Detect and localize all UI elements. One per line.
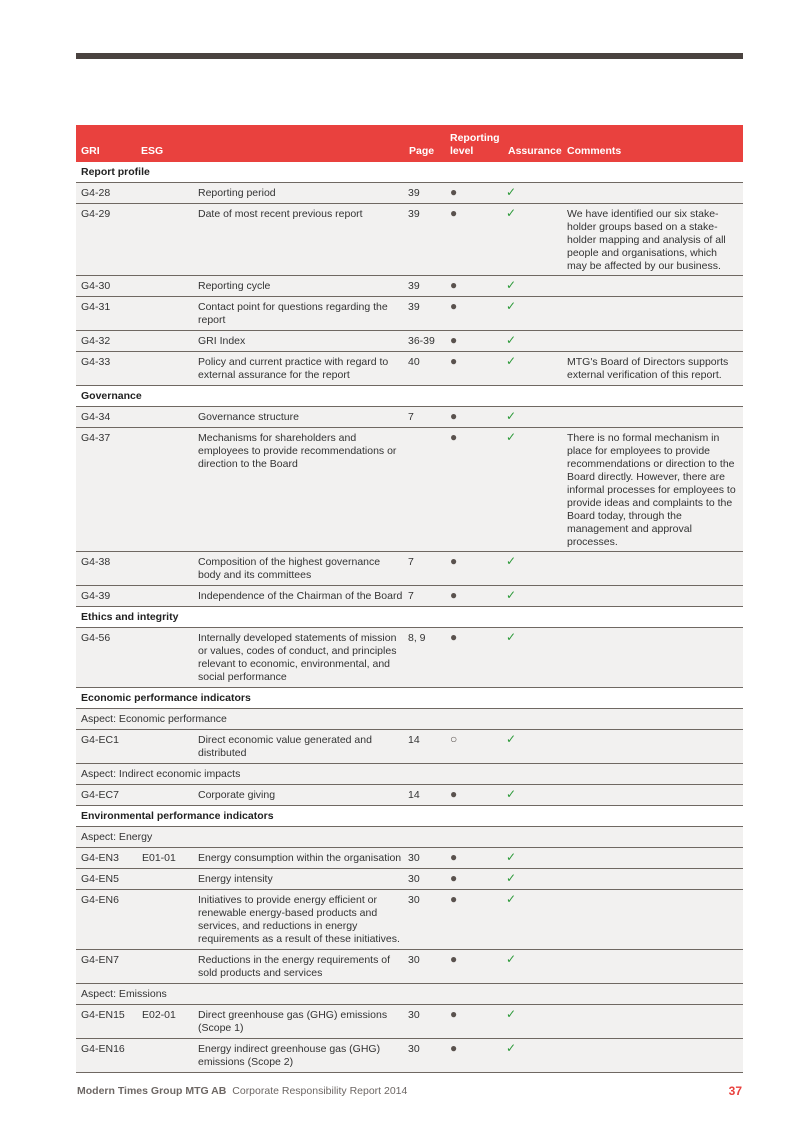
assurance-check-icon: ✓ [506, 850, 517, 864]
top-rule [76, 53, 743, 59]
indicator-description: Date of most recent previous report [198, 208, 363, 220]
full-reporting-icon: ● [450, 871, 458, 885]
table-row [76, 552, 743, 586]
table-row [76, 407, 743, 428]
table-row [76, 1039, 743, 1073]
table-row [76, 586, 743, 607]
page-ref: 30 [408, 852, 420, 864]
header-esg: ESG [141, 145, 164, 157]
indicator-description: Corporate giving [198, 789, 276, 801]
gri-code: G4-EN16 [81, 1043, 125, 1055]
indicator-description: Governance structure [198, 411, 299, 423]
table-body [76, 162, 743, 1073]
indicator-description: Internally developed statements of mission or values, codes of conduct, and principles relevant to economic, environmental, and social performance [198, 632, 397, 683]
table-row [76, 628, 743, 688]
gri-code: G4-38 [81, 556, 111, 568]
page-ref: 39 [408, 208, 420, 220]
table-row [76, 297, 743, 331]
footer-report-title: Corporate Responsibility Report 2014 [232, 1085, 408, 1097]
gri-code: G4-EN3 [81, 852, 119, 864]
gri-code: G4-31 [81, 301, 111, 313]
footer-company: Modern Times Group MTG AB [77, 1085, 227, 1097]
gri-code: G4-EC1 [81, 734, 119, 746]
gri-code: G4-37 [81, 432, 111, 444]
assurance-check-icon: ✓ [506, 588, 517, 602]
page-ref: 39 [408, 187, 420, 199]
esg-code: E02-01 [142, 1009, 176, 1021]
gri-code: G4-33 [81, 356, 111, 368]
aspect-heading: Aspect: Energy [76, 827, 743, 848]
full-reporting-icon: ● [450, 630, 458, 644]
indicator-description: Direct economic value generated and distributed [198, 734, 372, 759]
gri-code: G4-EC7 [81, 789, 119, 801]
aspect-heading: Aspect: Indirect economic impacts [76, 764, 743, 785]
gri-code: G4-EN6 [81, 894, 119, 906]
gri-code: G4-39 [81, 590, 111, 602]
full-reporting-icon: ● [450, 278, 458, 292]
assurance-check-icon: ✓ [506, 206, 517, 220]
section-heading: Economic performance indicators [76, 688, 743, 709]
header-reporting-level: Reporting level [450, 132, 500, 157]
assurance-check-icon: ✓ [506, 787, 517, 801]
full-reporting-icon: ● [450, 787, 458, 801]
section-heading: Ethics and integrity [76, 607, 743, 628]
table-row [76, 276, 743, 297]
header-comments: Comments [567, 145, 622, 157]
indicator-description: Energy consumption within the organisation [198, 852, 402, 864]
full-reporting-icon: ● [450, 1041, 458, 1055]
assurance-check-icon: ✓ [506, 430, 517, 444]
page-ref: 39 [408, 280, 420, 292]
assurance-check-icon: ✓ [506, 299, 517, 313]
esg-code: E01-01 [142, 852, 176, 864]
table-row [76, 890, 743, 950]
page-ref: 30 [408, 1009, 420, 1021]
page-ref: 30 [408, 1043, 420, 1055]
page-ref: 14 [408, 734, 420, 746]
indicator-description: Mechanisms for shareholders and employees to provide recommendations or direction to the Board [198, 432, 397, 470]
table-row [76, 428, 743, 552]
assurance-check-icon: ✓ [506, 732, 517, 746]
full-reporting-icon: ● [450, 554, 458, 568]
indicator-description: Initiatives to provide energy efficient or renewable energy-based products and services, and reductions in energy requirements as a result of these initiatives. [198, 894, 400, 945]
gri-code: G4-EN5 [81, 873, 119, 885]
indicator-description: Contact point for questions regarding the report [198, 301, 388, 326]
gri-code: G4-30 [81, 280, 111, 292]
assurance-check-icon: ✓ [506, 409, 517, 423]
section-heading: Governance [76, 386, 743, 407]
assurance-check-icon: ✓ [506, 354, 517, 368]
section-heading: Report profile [76, 162, 743, 183]
assurance-check-icon: ✓ [506, 554, 517, 568]
gri-code: G4-29 [81, 208, 111, 220]
full-reporting-icon: ● [450, 206, 458, 220]
gri-code: G4-28 [81, 187, 111, 199]
table-row [76, 869, 743, 890]
assurance-check-icon: ✓ [506, 871, 517, 885]
page-ref: 8, 9 [408, 632, 426, 644]
gri-index-table [76, 125, 743, 1073]
table-row [76, 950, 743, 984]
aspect-heading: Aspect: Emissions [76, 984, 743, 1005]
page-ref: 30 [408, 954, 420, 966]
full-reporting-icon: ● [450, 588, 458, 602]
comment-text: MTG's Board of Directors supports external verification of this report. [567, 356, 729, 381]
indicator-description: Direct greenhouse gas (GHG) emissions (Scope 1) [198, 1009, 388, 1034]
page-ref: 36-39 [408, 335, 435, 347]
page-ref: 30 [408, 894, 420, 906]
table-row [76, 183, 743, 204]
indicator-description: Energy indirect greenhouse gas (GHG) emissions (Scope 2) [198, 1043, 381, 1068]
table-row [76, 848, 743, 869]
assurance-check-icon: ✓ [506, 952, 517, 966]
header-gri: GRI [81, 145, 100, 157]
indicator-description: Composition of the highest governance body and its committees [198, 556, 381, 581]
assurance-check-icon: ✓ [506, 1007, 517, 1021]
table-header [76, 125, 743, 162]
full-reporting-icon: ● [450, 430, 458, 444]
indicator-description: Reporting period [198, 187, 276, 199]
assurance-check-icon: ✓ [506, 1041, 517, 1055]
page-ref: 7 [408, 556, 414, 568]
page-ref: 14 [408, 789, 420, 801]
header-page: Page [409, 145, 435, 157]
page-ref: 30 [408, 873, 420, 885]
indicator-description: GRI Index [198, 335, 246, 347]
assurance-check-icon: ✓ [506, 630, 517, 644]
indicator-description: Energy intensity [198, 873, 273, 885]
table-row [76, 785, 743, 806]
full-reporting-icon: ● [450, 892, 458, 906]
assurance-check-icon: ✓ [506, 185, 517, 199]
full-reporting-icon: ● [450, 333, 458, 347]
gri-code: G4-32 [81, 335, 111, 347]
table-row [76, 204, 743, 276]
full-reporting-icon: ● [450, 299, 458, 313]
gri-code: G4-34 [81, 411, 111, 423]
full-reporting-icon: ● [450, 1007, 458, 1021]
gri-code: G4-EN7 [81, 954, 119, 966]
table-row [76, 331, 743, 352]
page-ref: 7 [408, 590, 414, 602]
partial-reporting-icon: ○ [450, 732, 458, 746]
full-reporting-icon: ● [450, 185, 458, 199]
page-footer [77, 1084, 743, 1098]
assurance-check-icon: ✓ [506, 892, 517, 906]
page-number: 37 [728, 1084, 742, 1098]
section-heading: Environmental performance indicators [76, 806, 743, 827]
comment-text: We have identified our six stake-holder groups based on a stake-holder mapping and analysis of all people and organisations, which may be affected by our business. [567, 208, 726, 272]
header-assurance: Assurance [508, 145, 562, 157]
page-ref: 7 [408, 411, 414, 423]
aspect-heading: Aspect: Economic performance [76, 709, 743, 730]
indicator-description: Independence of the Chairman of the Board [198, 590, 403, 602]
gri-code: G4-EN15 [81, 1009, 125, 1021]
comment-text: There is no formal mechanism in place for employees to provide recommendations or direction to the Board directly. However, there are informal processes for employees to provide ideas and complaints to the Board today, through the management and approval processes. [567, 432, 736, 548]
indicator-description: Reductions in the energy requirements of sold products and services [198, 954, 391, 979]
full-reporting-icon: ● [450, 952, 458, 966]
table-row [76, 730, 743, 764]
full-reporting-icon: ● [450, 850, 458, 864]
full-reporting-icon: ● [450, 409, 458, 423]
indicator-description: Reporting cycle [198, 280, 271, 292]
table-row [76, 352, 743, 386]
page-ref: 39 [408, 301, 420, 313]
indicator-description: Policy and current practice with regard to external assurance for the report [198, 356, 389, 381]
gri-code: G4-56 [81, 632, 111, 644]
page-ref: 40 [408, 356, 420, 368]
full-reporting-icon: ● [450, 354, 458, 368]
table-row [76, 1005, 743, 1039]
assurance-check-icon: ✓ [506, 333, 517, 347]
assurance-check-icon: ✓ [506, 278, 517, 292]
